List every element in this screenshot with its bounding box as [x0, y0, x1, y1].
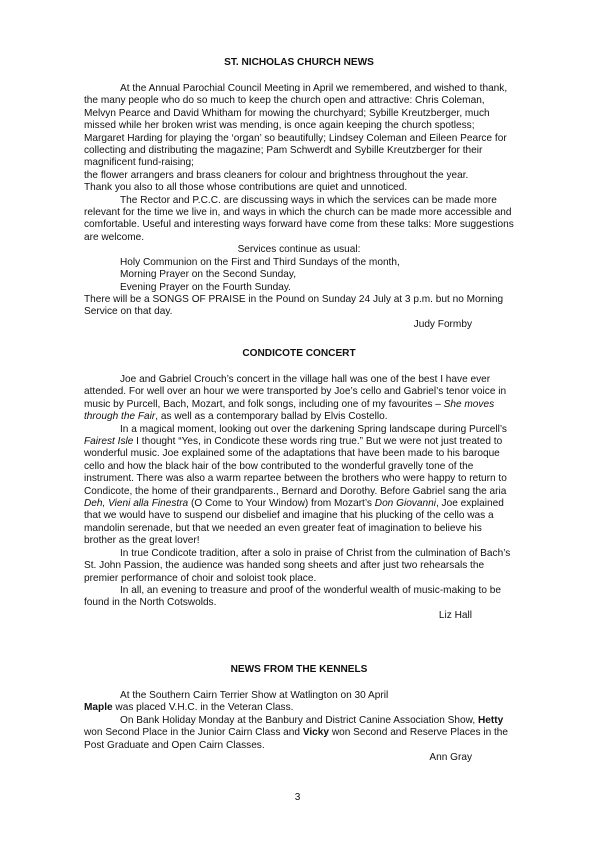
church-news-title: ST. NICHOLAS CHURCH NEWS	[224, 57, 374, 68]
thanks-text: At the Annual Parochial Council Meeting in April we remembered, and wished to thank, the many people who do so much to keep the church open and attractive: Chris Coleman, Melvyn Pearce and David Whitham for mowing the churchyard; Sybille Kreutzberger, much missed while her broken wrist was mending, is once again keeping the church spotless; Margaret Harding for playing the ‘organ’ so beautifully; Lindsey Coleman and Eileen Pearce for collecting and distributing the magazine; Pam Schwerdt and Sybille Kreutzberger for their magnificent fund-raising;	[84, 83, 508, 169]
concert-paragraph-2	[84, 424, 514, 548]
thanks-flower-text: the flower arrangers and brass cleaners for colour and brightness throughout the year.	[84, 169, 469, 181]
concert-text: , Joe explained that we would have to suspend our disbelief and imagine that his plucking of the cello was a mandolin serenade, but that we needed an even greater feat of imagination to believe his brother as the great lover!	[84, 498, 504, 547]
thanks-quiet-text: Thank you also to all those whose contributions are quiet and unnoticed.	[84, 182, 408, 194]
concert-text: Joe and Gabriel Crouch’s concert in the village hall was one of the best I have ever attended. For well over an hour we were transported by Joe’s cello and Gabriel’s tenor voice in music by Purcell, Bach, Mozart, and folk songs, including one of my favourites –	[84, 374, 507, 410]
kennels-text: was placed V.H.C. in the Veteran Class.	[112, 702, 294, 714]
concert-text: , as well as a contemporary ballad by Elvis Costello.	[155, 411, 388, 423]
kennels-text: won Second Place in the Junior Cairn Class and	[84, 727, 303, 739]
church-news-paragraph-1	[84, 83, 514, 195]
page-number: 3	[294, 792, 301, 803]
kennels-signature: Ann Gray	[429, 752, 472, 764]
concert-paragraph-1	[84, 374, 514, 424]
opera-title: Don Giovanni	[374, 498, 436, 510]
aria-title: Deh, Vieni alla Finestra	[84, 498, 189, 510]
kennels-title: NEWS FROM THE KENNELS	[230, 664, 368, 675]
concert-text: I thought “Yes, in Condicote these words ring true.” But we were not just treated to wonderful music. Joe explained some of the adaptations that have been made to his baroque cello and how the black hair of the bow contributed to the wonderful gravelly tone of the instrument. There was also a warm repartee between the brothers who were happy to return to Condicote, the home of their grandparents., Bernard and Dorothy. Before Gabriel sang the aria	[84, 436, 507, 497]
service-line: Morning Prayer on the Second Sunday,	[120, 269, 296, 281]
songs-of-praise-notice: There will be a SONGS OF PRAISE in the Pound on Sunday 24 July at 3 p.m. but no Morning Service on that day.	[84, 293, 504, 318]
kennels-body	[84, 690, 514, 764]
service-line: Evening Prayer on the Fourth Sunday.	[120, 281, 291, 293]
kennels-paragraph-2	[84, 715, 514, 752]
concert-paragraph-4: In all, an evening to treasure and proof of the wonderful wealth of music-making to be found in the North Cotswolds.	[84, 584, 501, 609]
dog-name: Maple	[84, 702, 113, 714]
kennels-text: At the Southern Cairn Terrier Show at Watlington on 30 April	[120, 690, 389, 701]
concert-paragraph-3: In true Condicote tradition, after a solo in praise of Christ from the culmination of Bach’s St. John Passion, the audience was handed song sheets and after just two rehearsals the premier performance of choir and soloist took place.	[84, 547, 511, 584]
church-news-paragraph-2: The Rector and P.C.C. are discussing ways in which the services can be made more relevant for the time we live in, and ways in which the church can be made more accessible and comfortable. Useful and interesting ways forward have come from these talks: More suggestions are welcome.	[84, 194, 514, 243]
song-title: Fairest Isle	[84, 436, 134, 448]
service-line: Holy Communion on the First and Third Sundays of the month,	[120, 256, 400, 268]
church-news-body	[84, 83, 514, 331]
song-title: She moves through the Fair	[84, 398, 495, 423]
concert-text: In a magical moment, looking out over the darkening Spring landscape during Purcell’s	[120, 423, 507, 435]
services-intro: Services continue as usual:	[237, 244, 361, 256]
kennels-paragraph-1	[84, 690, 514, 715]
church-news-signature: Judy Formby	[413, 318, 472, 330]
concert-signature: Liz Hall	[438, 609, 472, 621]
concert-text: (O Come to Your Window) from Mozart’s	[188, 498, 375, 510]
kennels-text: On Bank Holiday Monday at the Banbury and District Canine Association Show,	[120, 714, 478, 726]
concert-title: CONDICOTE CONCERT	[242, 348, 356, 359]
dog-name: Hetty	[477, 714, 504, 726]
concert-body	[84, 374, 514, 622]
dog-name: Vicky	[302, 727, 330, 739]
kennels-text: won Second and Reserve Places in the Post Graduate and Open Cairn Classes.	[84, 727, 509, 751]
